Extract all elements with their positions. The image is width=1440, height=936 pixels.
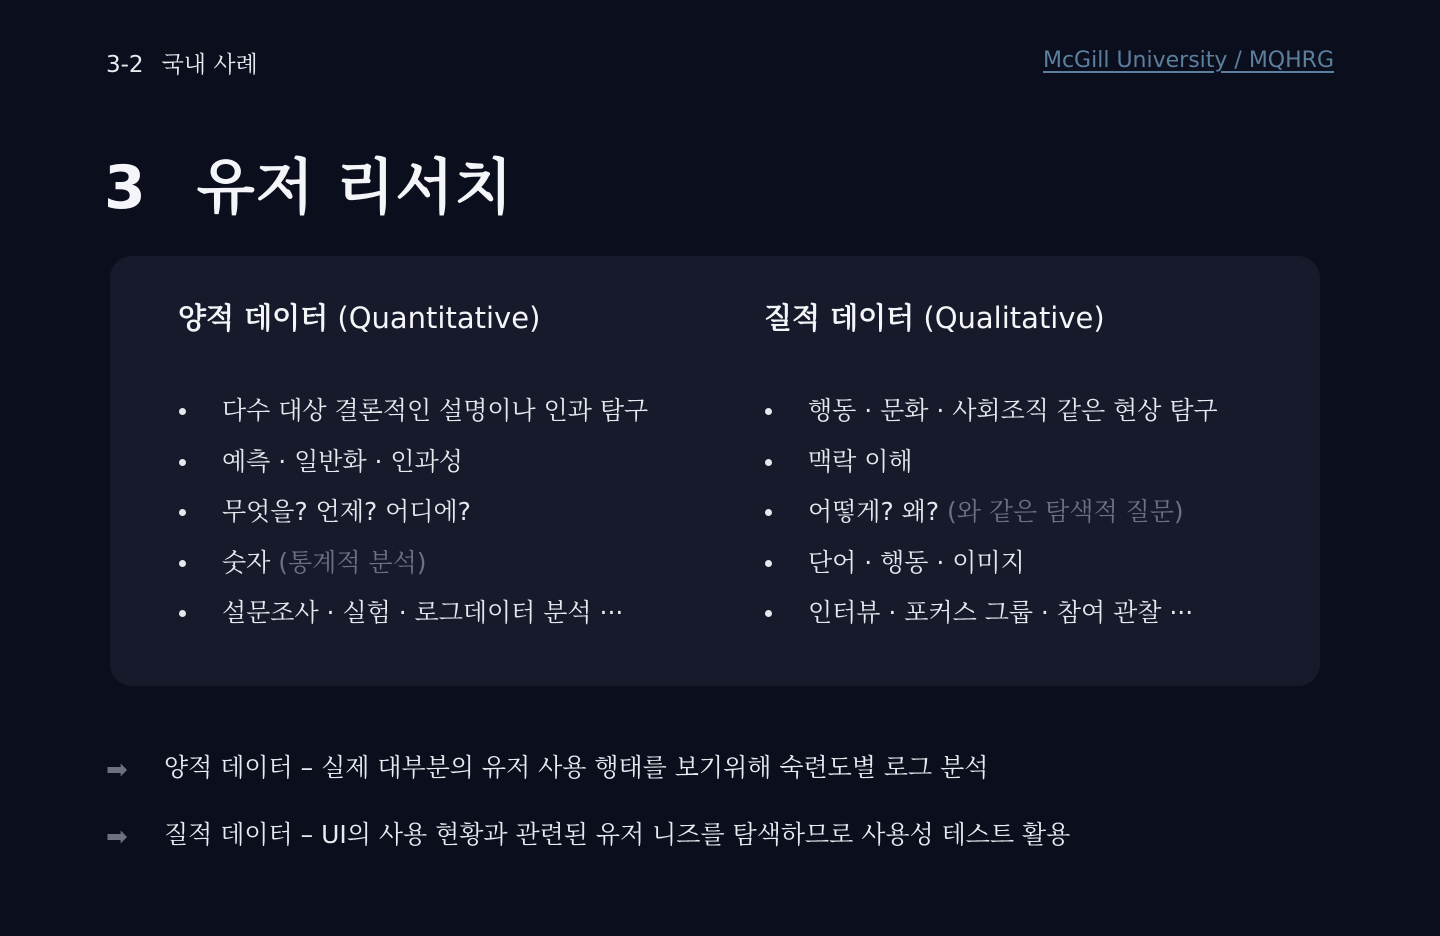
summary-note-text: 양적 데이터 – 실제 대부분의 유저 사용 행태를 보기위해 숙련도별 로그 분석 (164, 753, 989, 782)
quantitative-title-main: 양적 데이터 (178, 301, 329, 335)
quantitative-title-sub: (Quantitative) (337, 301, 541, 335)
bullet-icon (765, 610, 772, 617)
arrow-right-icon: ➡ (106, 822, 128, 852)
quantitative-column (178, 296, 738, 646)
section-title: 국내 사례 (161, 52, 258, 78)
list-item-text: 예측 · 일반화 · 인과성 (222, 446, 463, 476)
list-item-note: (통계적 분석) (278, 547, 427, 577)
bullet-icon (765, 560, 772, 567)
list-item (178, 494, 738, 545)
list-item (764, 393, 1304, 444)
summary-note (106, 748, 1070, 815)
bullet-icon (179, 459, 186, 466)
quantitative-title (178, 296, 738, 337)
list-item-text: 맥락 이해 (808, 446, 913, 476)
qualitative-title (764, 296, 1304, 337)
list-item (178, 393, 738, 444)
page-title (104, 140, 513, 226)
qualitative-column (764, 296, 1304, 646)
bullet-icon (765, 408, 772, 415)
list-item (178, 595, 738, 646)
quantitative-list (178, 393, 738, 646)
bullet-icon (179, 509, 186, 516)
page-title-text: 유저 리서치 (196, 153, 514, 223)
list-item (764, 494, 1304, 545)
qualitative-title-main: 질적 데이터 (764, 301, 915, 335)
page-title-number: 3 (104, 153, 147, 223)
section-label (106, 46, 258, 79)
bullet-icon (179, 610, 186, 617)
comparison-card (110, 256, 1320, 686)
list-item-text: 어떻게? 왜? (808, 497, 940, 526)
list-item (764, 595, 1304, 646)
list-item-text: 단어 · 행동 · 이미지 (808, 547, 1025, 577)
list-item (764, 444, 1304, 495)
list-item-text: 숫자 (222, 547, 271, 577)
list-item-text: 다수 대상 결론적인 설명이나 인과 탐구 (222, 396, 649, 425)
list-item-text: 설문조사 · 실험 · 로그데이터 분석 ··· (222, 598, 624, 627)
bullet-icon (179, 408, 186, 415)
summary-notes (106, 748, 1070, 882)
section-number: 3-2 (106, 52, 144, 78)
summary-note-text: 질적 데이터 – UI의 사용 현황과 관련된 유저 니즈를 탐색하므로 사용성 테스트 활용 (164, 820, 1071, 849)
list-item-text: 행동 · 문화 · 사회조직 같은 현상 탐구 (808, 396, 1218, 425)
list-item (178, 545, 738, 596)
summary-note (106, 815, 1070, 882)
list-item-note: (와 같은 탐색적 질문) (947, 497, 1184, 526)
list-item-text: 인터뷰 · 포커스 그룹 · 참여 관찰 ··· (808, 598, 1194, 627)
list-item (764, 545, 1304, 596)
bullet-icon (765, 509, 772, 516)
qualitative-title-sub: (Qualitative) (923, 301, 1105, 335)
list-item (178, 444, 738, 495)
list-item-text: 무엇을? 언제? 어디에? (222, 497, 471, 526)
arrow-right-icon: ➡ (106, 755, 128, 785)
qualitative-list (764, 393, 1304, 646)
bullet-icon (765, 459, 772, 466)
bullet-icon (179, 560, 186, 567)
credit-link[interactable]: McGill University / MQHRG (1042, 48, 1334, 73)
